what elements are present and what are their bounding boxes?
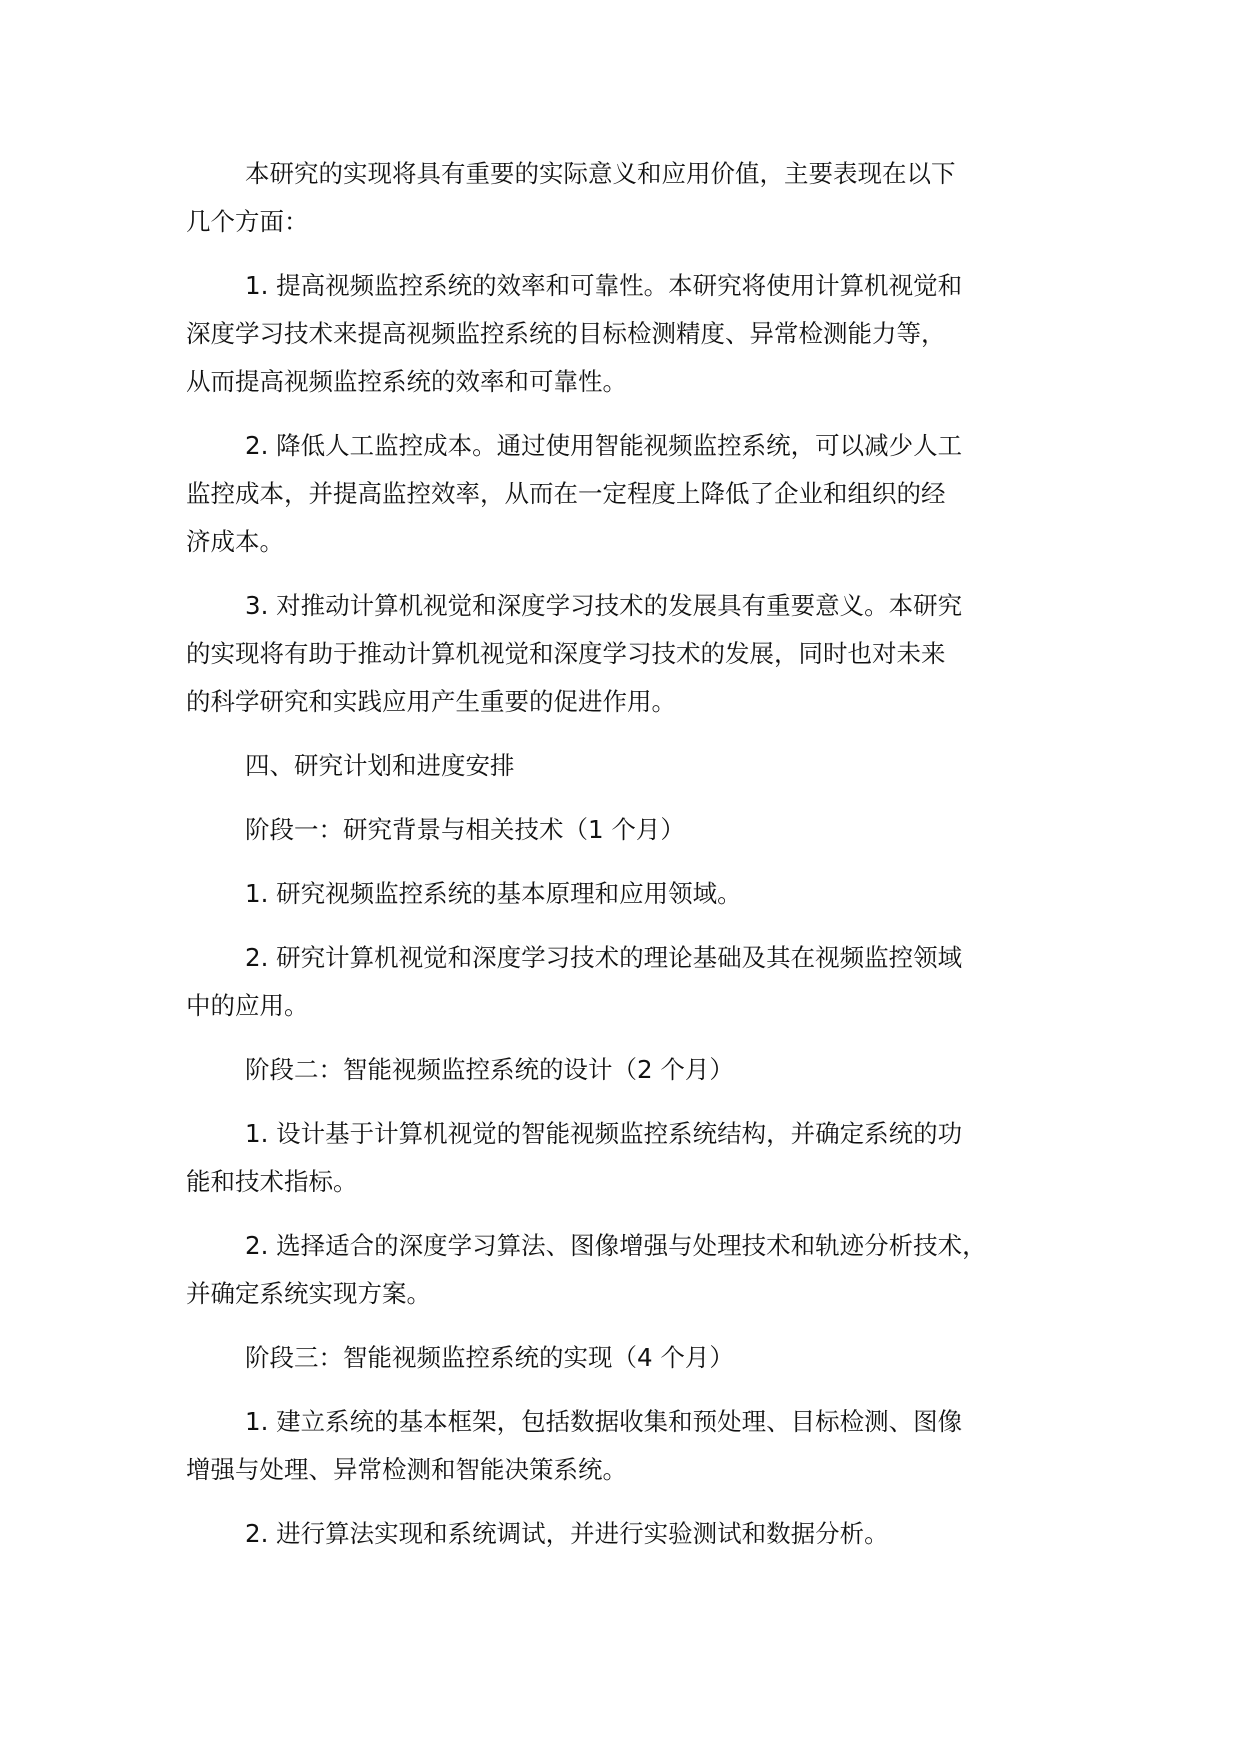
paragraph-line: 的科学研究和实践应用产生重要的促进作用。 [186, 687, 676, 716]
paragraph-line: 几个方面： [186, 207, 309, 236]
paragraph-line: 深度学习技术来提高视频监控系统的目标检测精度、异常检测能力等， [186, 319, 946, 348]
paragraph-line: 阶段一：研究背景与相关技术（1 个月） [245, 815, 685, 844]
paragraph-line: 增强与处理、异常检测和智能决策系统。 [186, 1455, 627, 1484]
paragraph-line: 2. 进行算法实现和系统调试，并进行实验测试和数据分析。 [245, 1519, 889, 1548]
stage-2-item-1 [186, 1110, 1086, 1206]
paragraph-point-1 [186, 262, 1086, 406]
paragraph-line: 阶段三：智能视频监控系统的实现（4 个月） [245, 1343, 734, 1372]
paragraph-line: 3. 对推动计算机视觉和深度学习技术的发展具有重要意义。本研究 [245, 591, 963, 620]
paragraph-intro [186, 150, 1086, 246]
stage-3-item-2 [186, 1510, 1086, 1558]
paragraph-line: 从而提高视频监控系统的效率和可靠性。 [186, 367, 627, 396]
paragraph-line: 1. 提高视频监控系统的效率和可靠性。本研究将使用计算机视觉和 [245, 271, 963, 300]
stage-3-heading [186, 1334, 1086, 1382]
paragraph-line: 1. 设计基于计算机视觉的智能视频监控系统结构，并确定系统的功 [245, 1119, 963, 1148]
paragraph-line: 1. 研究视频监控系统的基本原理和应用领域。 [245, 879, 742, 908]
paragraph-line: 2. 选择适合的深度学习算法、图像增强与处理技术和轨迹分析技术， [245, 1231, 987, 1260]
paragraph-point-3 [186, 582, 1086, 726]
paragraph-line: 济成本。 [186, 527, 284, 556]
stage-3-item-1 [186, 1398, 1086, 1494]
paragraph-line: 四、研究计划和进度安排 [245, 751, 515, 780]
stage-1-item-1 [186, 870, 1086, 918]
paragraph-line: 本研究的实现将具有重要的实际意义和应用价值，主要表现在以下 [245, 159, 956, 188]
stage-1-heading [186, 806, 1086, 854]
paragraph-line: 的实现将有助于推动计算机视觉和深度学习技术的发展，同时也对未来 [186, 639, 946, 668]
paragraph-line: 阶段二：智能视频监控系统的设计（2 个月） [245, 1055, 734, 1084]
paragraph-line: 中的应用。 [186, 991, 309, 1020]
paragraph-line: 2. 降低人工监控成本。通过使用智能视频监控系统，可以减少人工 [245, 431, 963, 460]
stage-1-item-2 [186, 934, 1086, 1030]
paragraph-line: 监控成本，并提高监控效率，从而在一定程度上降低了企业和组织的经 [186, 479, 946, 508]
stage-2-heading [186, 1046, 1086, 1094]
stage-2-item-2 [186, 1222, 1086, 1318]
paragraph-point-2 [186, 422, 1086, 566]
paragraph-line: 能和技术指标。 [186, 1167, 358, 1196]
paragraph-line: 并确定系统实现方案。 [186, 1279, 431, 1308]
paragraph-line: 2. 研究计算机视觉和深度学习技术的理论基础及其在视频监控领域 [245, 943, 963, 972]
paragraph-line: 1. 建立系统的基本框架，包括数据收集和预处理、目标检测、图像 [245, 1407, 963, 1436]
document-body [186, 150, 1086, 1574]
section-heading [186, 742, 1086, 790]
